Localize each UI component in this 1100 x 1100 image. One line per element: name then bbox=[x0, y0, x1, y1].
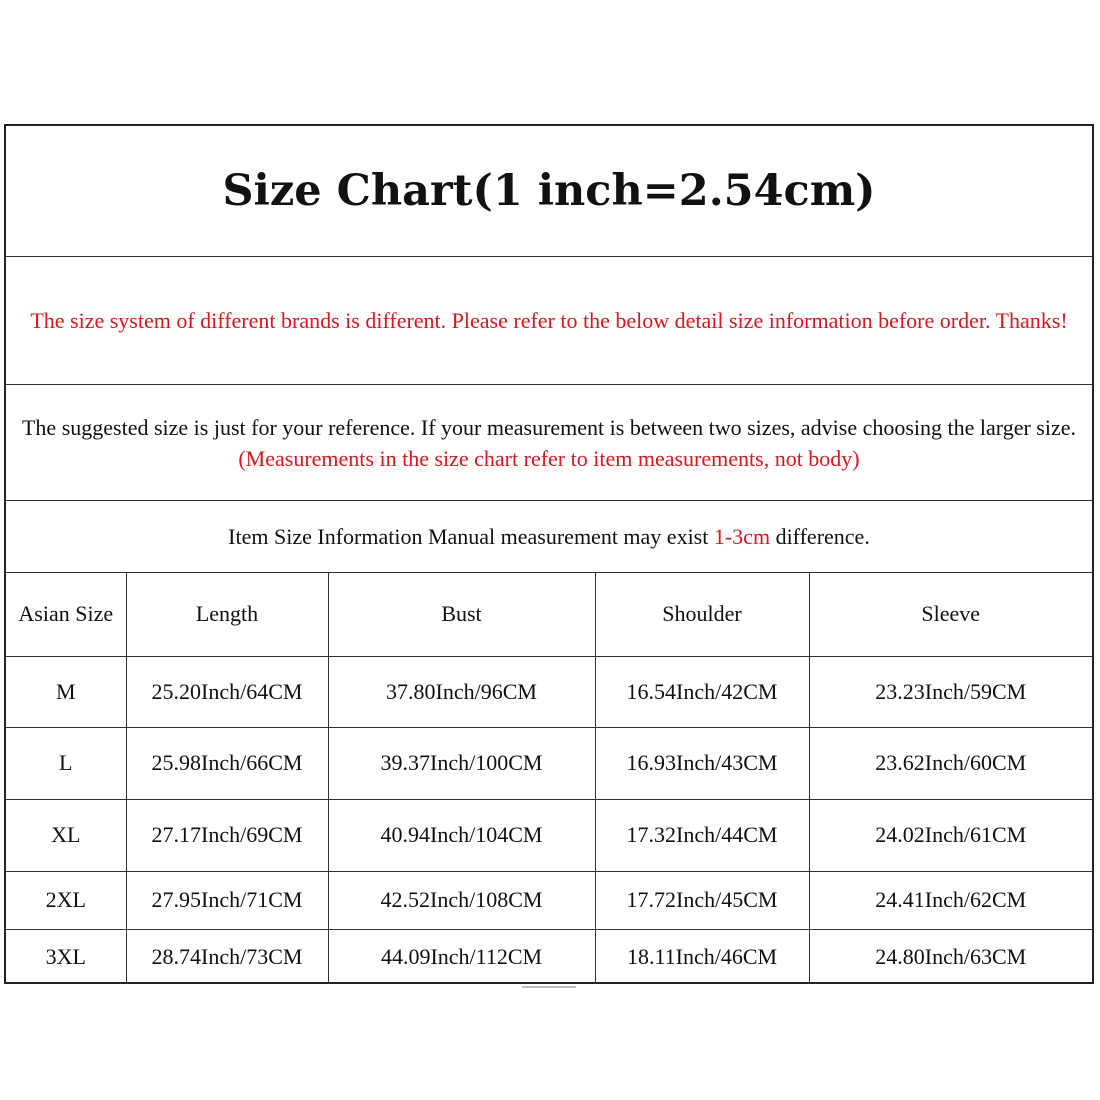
size-cell: XL bbox=[6, 799, 126, 871]
reference-highlight: (Measurements in the size chart refer to item measurements, not body) bbox=[238, 445, 860, 471]
size-cell: L bbox=[6, 727, 126, 799]
info-line bbox=[228, 524, 870, 550]
length-cell: 25.20Inch/64CM bbox=[126, 656, 328, 727]
length-cell: 25.98Inch/66CM bbox=[126, 727, 328, 799]
table-header-row bbox=[6, 573, 1092, 656]
shoulder-cell: 17.32Inch/44CM bbox=[595, 799, 809, 871]
sleeve-cell: 23.62Inch/60CM bbox=[809, 727, 1092, 799]
header-asian-size: Asian Size bbox=[6, 573, 126, 656]
table-row bbox=[6, 799, 1092, 871]
info-prefix: Item Size Information Manual measurement may exist bbox=[228, 523, 714, 549]
page-title: Size Chart(1 inch=2.54cm) bbox=[222, 166, 876, 216]
sleeve-cell: 23.23Inch/59CM bbox=[809, 656, 1092, 727]
size-table bbox=[6, 573, 1092, 984]
shoulder-cell: 16.54Inch/42CM bbox=[595, 656, 809, 727]
sleeve-cell: 24.41Inch/62CM bbox=[809, 871, 1092, 929]
size-cell: M bbox=[6, 656, 126, 727]
size-chart-sheet bbox=[4, 124, 1094, 984]
header-length: Length bbox=[126, 573, 328, 656]
bottom-divider-mark bbox=[522, 986, 576, 988]
info-suffix: difference. bbox=[770, 523, 870, 549]
length-cell: 27.17Inch/69CM bbox=[126, 799, 328, 871]
bust-cell: 39.37Inch/100CM bbox=[328, 727, 595, 799]
bust-cell: 37.80Inch/96CM bbox=[328, 656, 595, 727]
info-highlight: 1-3cm bbox=[713, 523, 771, 549]
size-cell: 3XL bbox=[6, 929, 126, 984]
info-band bbox=[6, 501, 1092, 573]
table-row bbox=[6, 727, 1092, 799]
length-cell: 28.74Inch/73CM bbox=[126, 929, 328, 984]
sleeve-cell: 24.80Inch/63CM bbox=[809, 929, 1092, 984]
size-cell: 2XL bbox=[6, 871, 126, 929]
table-row bbox=[6, 871, 1092, 929]
brand-size-notice: The size system of different brands is different. Please refer to the below detail size information before order. Thanks! bbox=[30, 308, 1068, 333]
length-cell: 27.95Inch/71CM bbox=[126, 871, 328, 929]
bust-cell: 42.52Inch/108CM bbox=[328, 871, 595, 929]
shoulder-cell: 18.11Inch/46CM bbox=[595, 929, 809, 984]
shoulder-cell: 16.93Inch/43CM bbox=[595, 727, 809, 799]
table-row bbox=[6, 656, 1092, 727]
bust-cell: 40.94Inch/104CM bbox=[328, 799, 595, 871]
title-band bbox=[6, 126, 1092, 257]
reference-band bbox=[6, 385, 1092, 501]
header-bust: Bust bbox=[328, 573, 595, 656]
header-sleeve: Sleeve bbox=[809, 573, 1092, 656]
sleeve-cell: 24.02Inch/61CM bbox=[809, 799, 1092, 871]
shoulder-cell: 17.72Inch/45CM bbox=[595, 871, 809, 929]
notice-band bbox=[6, 257, 1092, 385]
bust-cell: 44.09Inch/112CM bbox=[328, 929, 595, 984]
header-shoulder: Shoulder bbox=[595, 573, 809, 656]
reference-note bbox=[20, 412, 1078, 474]
reference-text: The suggested size is just for your reference. If your measurement is between two sizes, advise choosing the larger size. bbox=[21, 414, 1077, 440]
table-row bbox=[6, 929, 1092, 984]
